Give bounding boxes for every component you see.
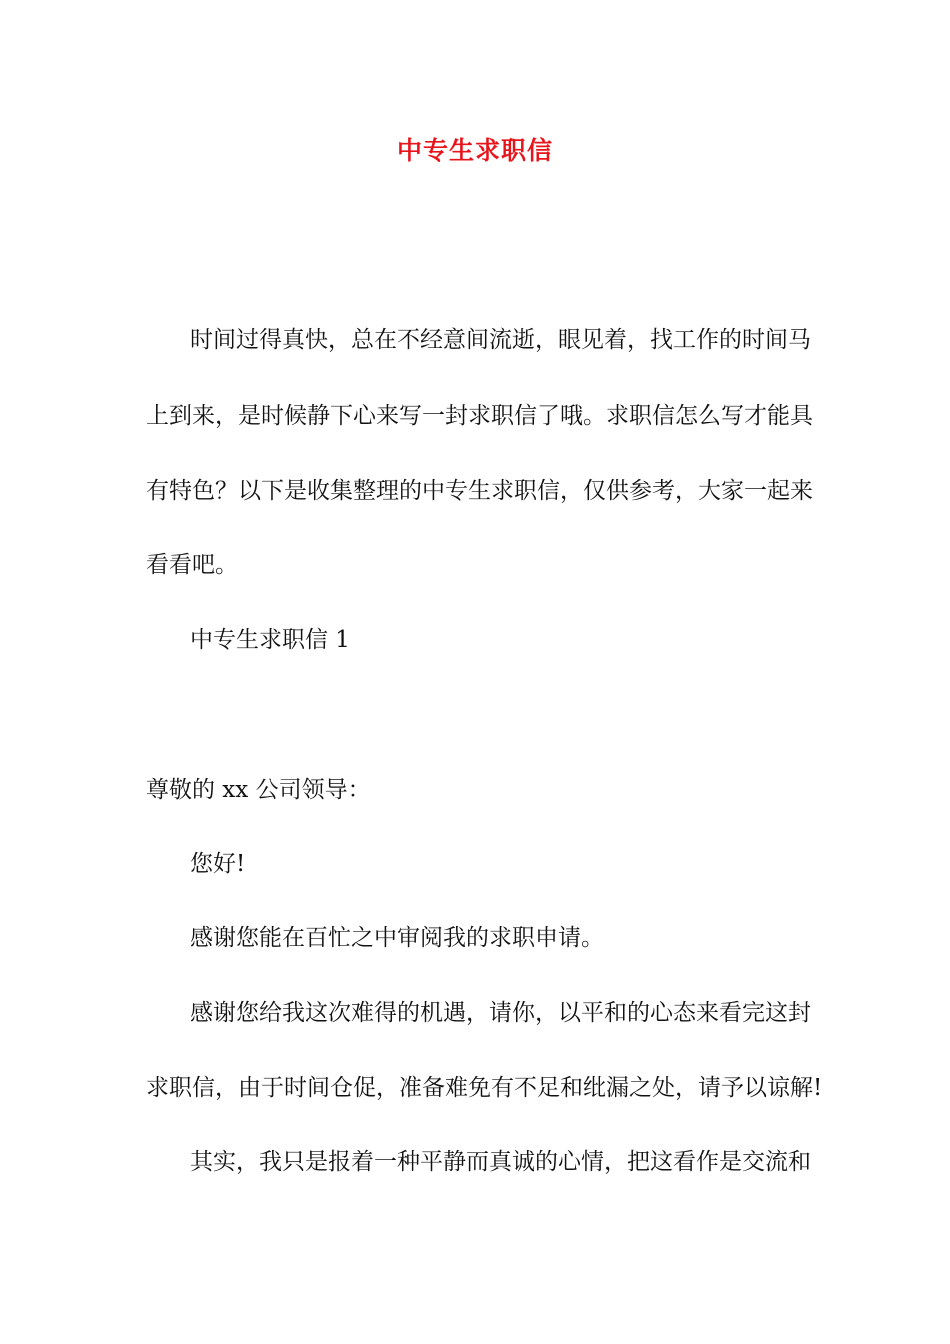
greeting: 您好!: [190, 851, 246, 877]
salutation: 尊敬的 xx 公司领导：: [146, 777, 371, 803]
thanks-line: 感谢您能在百忙之中审阅我的求职申请。: [190, 925, 604, 951]
intro-line-4: 看看吧。: [146, 552, 238, 578]
section-heading: 中专生求职信 1: [190, 627, 350, 653]
paragraph2-line-2: 求职信，由于时间仓促，准备难免有不足和纰漏之处，请予以谅解!: [146, 1075, 823, 1101]
intro-line-2: 上到来，是时候静下心来写一封求职信了哦。求职信怎么写才能具: [146, 403, 813, 429]
document-title: 中专生求职信: [396, 136, 553, 165]
paragraph3-line-1: 其实，我只是报着一种平静而真诚的心情，把这看作是交流和: [190, 1149, 811, 1175]
intro-line-1: 时间过得真快，总在不经意间流逝，眼见着，找工作的时间马: [190, 327, 811, 353]
paragraph2-line-1: 感谢您给我这次难得的机遇，请你，以平和的心态来看完这封: [190, 1000, 811, 1026]
intro-line-3: 有特色？以下是收集整理的中专生求职信，仅供参考，大家一起来: [146, 478, 813, 504]
